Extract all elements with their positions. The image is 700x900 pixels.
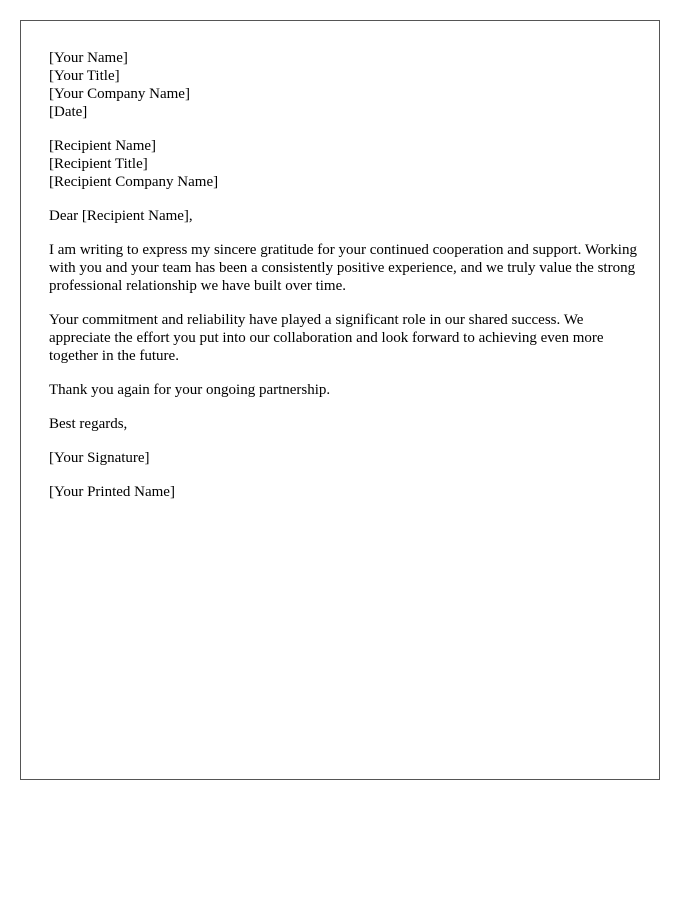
letter-page xyxy=(20,20,660,780)
paragraph-commitment: Your commitment and reliability have played a significant role in our shared success. We appreciate the effort you put into our collaboration and look forward to achieving even more together in the future. xyxy=(49,312,604,364)
paragraph-thanks: Thank you again for your ongoing partnership. xyxy=(49,382,331,398)
printed-name: [Your Printed Name] xyxy=(49,484,175,500)
letter-body xyxy=(49,49,639,517)
recipient-block xyxy=(49,137,639,191)
letter-date: [Date] xyxy=(49,104,88,120)
sender-company: [Your Company Name] xyxy=(49,86,190,102)
sender-block xyxy=(49,49,639,121)
recipient-name: [Recipient Name] xyxy=(49,138,157,154)
recipient-title: [Recipient Title] xyxy=(49,156,148,172)
sender-title: [Your Title] xyxy=(49,68,120,84)
signature-placeholder: [Your Signature] xyxy=(49,450,150,466)
sender-name: [Your Name] xyxy=(49,50,128,66)
closing: Best regards, xyxy=(49,416,128,432)
recipient-company: [Recipient Company Name] xyxy=(49,174,219,190)
salutation: Dear [Recipient Name], xyxy=(49,208,193,224)
paragraph-gratitude: I am writing to express my sincere gratitude for your continued cooperation and support. Working with you and your team has been a consistently positive experience, and we truly value the strong professional relationship we have built over time. xyxy=(49,242,637,294)
